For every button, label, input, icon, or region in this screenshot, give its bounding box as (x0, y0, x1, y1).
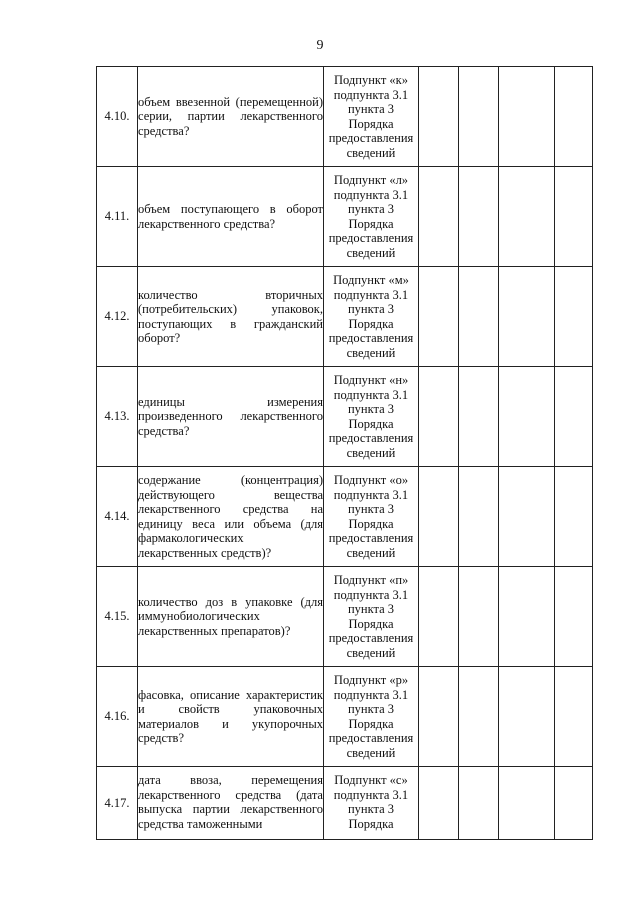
answer-cell-yes[interactable] (419, 467, 459, 567)
answer-cell-no[interactable] (459, 567, 499, 667)
row-number: 4.10. (97, 67, 138, 167)
question-text: количество вторичных (потребительских) упаковок, поступающих в гражданский оборот? (138, 267, 324, 367)
answer-cell-note[interactable] (555, 167, 593, 267)
question-text: объем поступающего в оборот лекарственного средства? (138, 167, 324, 267)
answer-cell-yes[interactable] (419, 367, 459, 467)
table-row (97, 167, 593, 267)
question-text: содержание (концентрация) действующего вещества лекарственного средства на единицу веса или объема (для фармакологических лекарственных средств)? (138, 467, 324, 567)
table-row (97, 367, 593, 467)
table-row (97, 567, 593, 667)
answer-cell-not-applicable[interactable] (499, 267, 555, 367)
legal-reference: Подпункт «к» подпункта 3.1 пункта 3 Порядка предоставления сведений (324, 67, 419, 167)
answer-cell-no[interactable] (459, 167, 499, 267)
answer-cell-note[interactable] (555, 667, 593, 767)
question-text: фасовка, описание характеристик и свойств упаковочных материалов и укупорочных средств? (138, 667, 324, 767)
page-number: 9 (316, 38, 324, 53)
table-row (97, 267, 593, 367)
question-text: дата ввоза, перемещения лекарственного средства (дата выпуска партии лекарственного средства таможенными (138, 767, 324, 840)
answer-cell-not-applicable[interactable] (499, 667, 555, 767)
legal-reference: Подпункт «л» подпункта 3.1 пункта 3 Порядка предоставления сведений (324, 167, 419, 267)
answer-cell-not-applicable[interactable] (499, 67, 555, 167)
answer-cell-yes[interactable] (419, 167, 459, 267)
row-number: 4.15. (97, 567, 138, 667)
answer-cell-note[interactable] (555, 467, 593, 567)
answer-cell-not-applicable[interactable] (499, 567, 555, 667)
table-row (97, 667, 593, 767)
checklist-table (96, 66, 593, 840)
row-number: 4.14. (97, 467, 138, 567)
answer-cell-not-applicable[interactable] (499, 367, 555, 467)
table-row (97, 67, 593, 167)
answer-cell-not-applicable[interactable] (499, 767, 555, 840)
answer-cell-yes[interactable] (419, 267, 459, 367)
answer-cell-no[interactable] (459, 67, 499, 167)
answer-cell-no[interactable] (459, 267, 499, 367)
legal-reference: Подпункт «с» подпункта 3.1 пункта 3 Порядка (324, 767, 419, 840)
answer-cell-yes[interactable] (419, 667, 459, 767)
answer-cell-note[interactable] (555, 567, 593, 667)
answer-cell-note[interactable] (555, 267, 593, 367)
legal-reference: Подпункт «р» подпункта 3.1 пункта 3 Порядка предоставления сведений (324, 667, 419, 767)
legal-reference: Подпункт «п» подпункта 3.1 пункта 3 Порядка предоставления сведений (324, 567, 419, 667)
answer-cell-no[interactable] (459, 467, 499, 567)
answer-cell-note[interactable] (555, 767, 593, 840)
question-text: количество доз в упаковке (для иммунобиологических лекарственных препаратов)? (138, 567, 324, 667)
row-number: 4.12. (97, 267, 138, 367)
answer-cell-yes[interactable] (419, 767, 459, 840)
answer-cell-no[interactable] (459, 667, 499, 767)
answer-cell-note[interactable] (555, 67, 593, 167)
question-text: объем ввезенной (перемещенной) серии, партии лекарственного средства? (138, 67, 324, 167)
table-row (97, 767, 593, 840)
row-number: 4.16. (97, 667, 138, 767)
legal-reference: Подпункт «м» подпункта 3.1 пункта 3 Порядка предоставления сведений (324, 267, 419, 367)
legal-reference: Подпункт «н» подпункта 3.1 пункта 3 Порядка предоставления сведений (324, 367, 419, 467)
row-number: 4.17. (97, 767, 138, 840)
answer-cell-not-applicable[interactable] (499, 167, 555, 267)
table-row (97, 467, 593, 567)
row-number: 4.13. (97, 367, 138, 467)
answer-cell-yes[interactable] (419, 567, 459, 667)
answer-cell-yes[interactable] (419, 67, 459, 167)
answer-cell-no[interactable] (459, 367, 499, 467)
answer-cell-no[interactable] (459, 767, 499, 840)
answer-cell-not-applicable[interactable] (499, 467, 555, 567)
row-number: 4.11. (97, 167, 138, 267)
answer-cell-note[interactable] (555, 367, 593, 467)
legal-reference: Подпункт «о» подпункта 3.1 пункта 3 Порядка предоставления сведений (324, 467, 419, 567)
question-text: единицы измерения произведенного лекарственного средства? (138, 367, 324, 467)
